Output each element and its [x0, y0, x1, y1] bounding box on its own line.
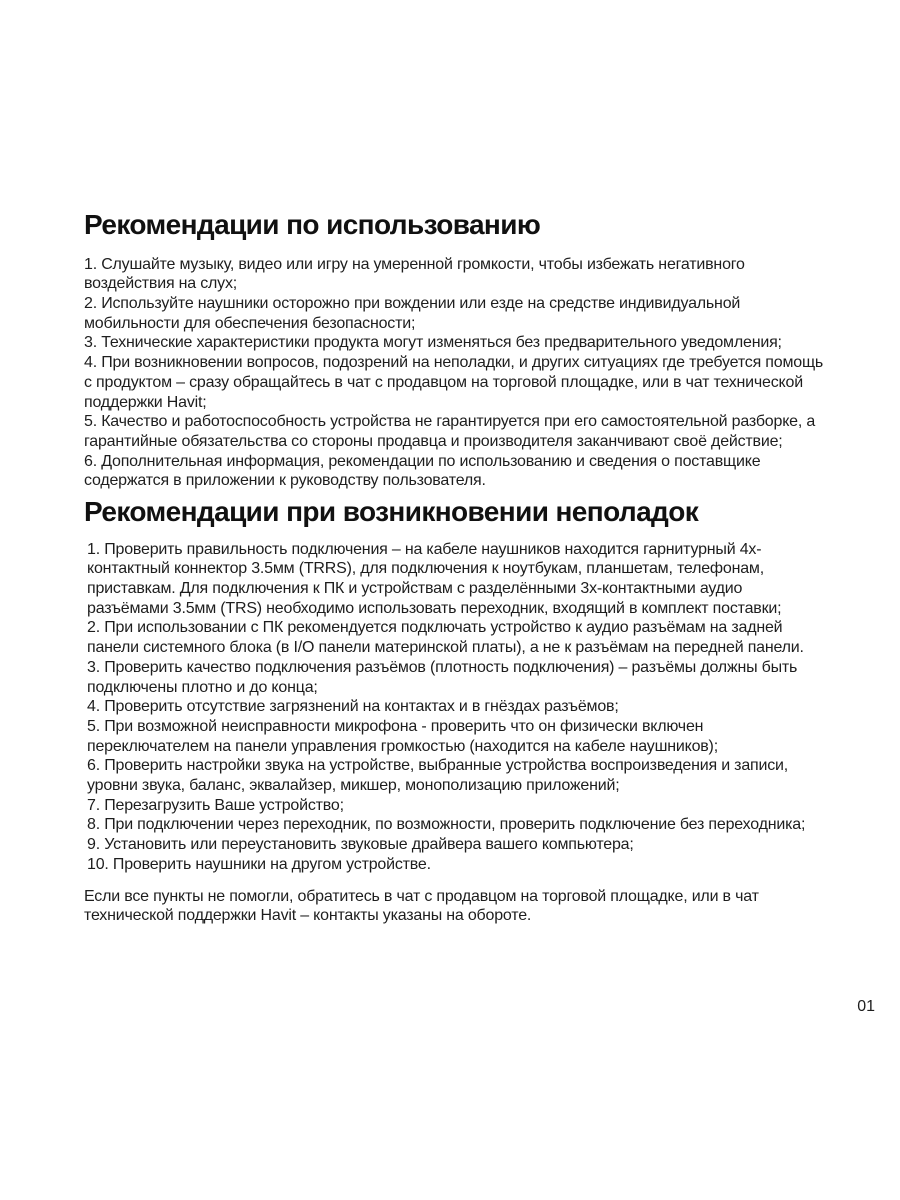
page-content	[84, 208, 824, 926]
page-number: 01	[857, 998, 875, 1015]
usage-list	[84, 255, 824, 491]
troubleshooting-list	[84, 540, 824, 875]
section-troubleshooting	[84, 495, 824, 875]
troubleshooting-list-item: 7. Перезагрузить Ваше устройство;	[87, 796, 344, 814]
usage-list-item: 4. При возникновении вопросов, подозрений на неполадки, и других ситуациях где требуется помощь с продуктом – сразу обращайтесь в чат с продавцом на торговой площадке, или в чат технической поддержки Havit;	[84, 354, 824, 411]
section-troubleshooting-title: Рекомендации при возникновении неполадок	[84, 496, 699, 528]
section-usage-title: Рекомендации по использованию	[84, 209, 541, 240]
troubleshooting-list-item: 6. Проверить настройки звука на устройстве, выбранные устройства воспроизведения и записи, уровни звука, баланс, эквалайзер, микшер, монополизацию приложений;	[87, 757, 789, 795]
section-usage	[84, 208, 824, 491]
usage-list-item: 2. Используйте наушники осторожно при вождении или езде на средстве индивидуальной мобильности для обеспечения безопасности;	[84, 295, 741, 332]
troubleshooting-list-item: 9. Установить или переустановить звуковые драйвера вашего компьютера;	[87, 836, 634, 854]
usage-list-item: 1. Слушайте музыку, видео или игру на умеренной громкости, чтобы избежать негативного воздействия на слух;	[84, 255, 745, 293]
troubleshooting-list-item: 1. Проверить правильность подключения – на кабеле наушников находится гарнитурный 4х-контактный коннектор 3.5мм (TRRS), для подключения к ноутбукам, планшетам, телефонам, приставкам. Для подключения к ПК и устройствам с разделёнными 3х-контактными аудио разъёмами 3.5мм (TRS) необходимо использовать переходник, входящий в комплект поставки;	[87, 540, 782, 617]
usage-list-item: 6. Дополнительная информация, рекомендации по использованию и сведения о поставщике содержатся в приложении к руководству пользователя.	[84, 452, 761, 490]
troubleshooting-list-item: 3. Проверить качество подключения разъёмов (плотность подключения) – разъёмы должны быть подключены плотно и до конца;	[87, 658, 798, 696]
troubleshooting-list-item: 5. При возможной неисправности микрофона - проверить что он физически включен переключателем на панели управления громкостью (находится на кабеле наушников);	[87, 717, 718, 755]
troubleshooting-list-item: 4. Проверить отсутствие загрязнений на контактах и в гнёздах разъёмов;	[87, 698, 619, 716]
troubleshooting-list-item: 10. Проверить наушники на другом устройстве.	[87, 855, 431, 873]
usage-list-item: 3. Технические характеристики продукта могут изменяться без предварительного уведомления;	[84, 334, 782, 352]
usage-list-item: 5. Качество и работоспособность устройства не гарантируется при его самостоятельной разборке, а гарантийные обязательства со стороны продавца и производителя заканчивают своё действие;	[84, 413, 816, 450]
troubleshooting-list-item: 2. При использовании с ПК рекомендуется подключать устройство к аудио разъёмам на задней панели системного блока (в I/O панели материнской платы), а не к разъёмам на передней панели.	[87, 619, 804, 657]
troubleshooting-list-item: 8. При подключении через переходник, по возможности, проверить подключение без переходника;	[87, 816, 806, 834]
footer-note: Если все пункты не помогли, обратитесь в чат с продавцом на торговой площадке, или в чат технической поддержки Havit – контакты указаны на обороте.	[84, 887, 759, 925]
